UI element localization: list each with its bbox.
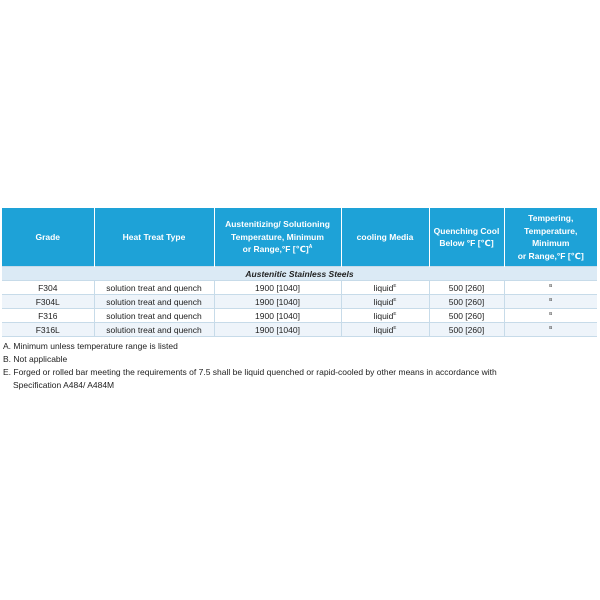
cell-temperature: 1900 [1040]	[214, 323, 341, 337]
cell-cooling-media: liquid$^E$	[341, 295, 429, 309]
heat-treatment-table	[2, 208, 597, 337]
cell-quench-temp: 500 [260]	[429, 309, 504, 323]
heat-treatment-table-container	[2, 208, 597, 337]
cell-grade: F316	[2, 309, 94, 323]
cell-grade: F304L	[2, 295, 94, 309]
cell-tempering	[504, 295, 597, 309]
footnote-ref-e: E	[393, 282, 397, 288]
header-tempering-temperature: Tempering, Temperature, Minimum or Range,°F [℃]	[504, 208, 597, 267]
cell-tempering	[504, 309, 597, 323]
cell-heat-treat-type: solution treat and quench	[94, 281, 214, 295]
cell-quench-temp: 500 [260]	[429, 295, 504, 309]
table-header-row	[2, 208, 597, 267]
footnote-ref-b: B	[549, 324, 553, 330]
footnote-e: E. Forged or rolled bar meeting the requirements of 7.5 shall be liquid quenched or rapid-cooled by other means in accordance with	[3, 367, 497, 377]
cell-grade: F304	[2, 281, 94, 295]
footnote-ref-a: A	[308, 244, 313, 251]
cell-grade: F316L	[2, 323, 94, 337]
footnote-ref-e: E	[393, 310, 397, 316]
footnote-e-continued: Specification A484/ A484M	[13, 380, 115, 390]
cell-heat-treat-type: solution treat and quench	[94, 295, 214, 309]
cell-heat-treat-type: solution treat and quench	[94, 309, 214, 323]
cell-temperature: 1900 [1040]	[214, 295, 341, 309]
cell-quench-temp: 500 [260]	[429, 323, 504, 337]
table-row	[2, 295, 597, 309]
cell-temperature: 1900 [1040]	[214, 281, 341, 295]
header-austenitizing-temperature: Austenitizing/ Solutioning Temperature, Minimum or Range,°F [℃]$^A$	[214, 208, 341, 267]
cell-cooling-media: liquid$^E$	[341, 323, 429, 337]
footnote-a: A. Minimum unless temperature range is listed	[3, 341, 178, 351]
table-row	[2, 323, 597, 337]
footnote-b: B. Not applicable	[3, 354, 68, 364]
header-heat-treat-type: Heat Treat Type	[94, 208, 214, 267]
cell-tempering	[504, 323, 597, 337]
section-row-austenitic	[2, 267, 597, 281]
table-footnotes	[3, 340, 583, 392]
header-quenching-cool-below: Quenching Cool Below °F [℃]	[429, 208, 504, 267]
cell-tempering	[504, 281, 597, 295]
header-cooling-media: cooling Media	[341, 208, 429, 267]
cell-temperature: 1900 [1040]	[214, 309, 341, 323]
section-title: Austenitic Stainless Steels	[2, 267, 597, 281]
cell-cooling-media: liquid$^E$	[341, 281, 429, 295]
cell-cooling-media: liquid$^E$	[341, 309, 429, 323]
footnote-ref-e: E	[393, 324, 397, 330]
footnote-ref-b: B	[549, 282, 553, 288]
header-grade: Grade	[2, 208, 94, 267]
footnote-ref-b: B	[549, 310, 553, 316]
cell-quench-temp: 500 [260]	[429, 281, 504, 295]
footnote-ref-e: E	[393, 296, 397, 302]
footnote-ref-b: B	[549, 296, 553, 302]
table-row	[2, 281, 597, 295]
cell-heat-treat-type: solution treat and quench	[94, 323, 214, 337]
table-row	[2, 309, 597, 323]
